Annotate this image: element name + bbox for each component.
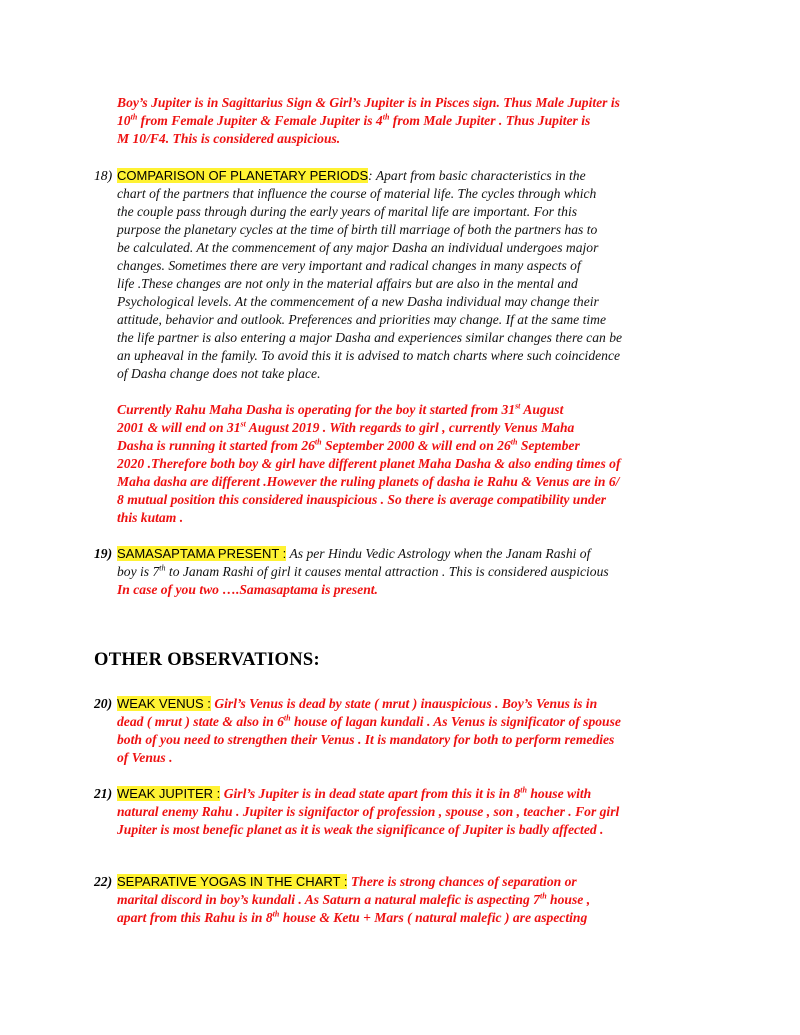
t: apart from this Rahu is in 8 — [117, 910, 273, 925]
sup: st — [515, 401, 521, 411]
t: Girl’s Jupiter is in dead state apart from this it is in 8 — [220, 786, 521, 801]
t: house , — [546, 892, 591, 907]
section-21-line-2: natural enemy Rahu . Jupiter is signifactor of profession , spouse , son , teacher . For girl — [117, 804, 620, 819]
t: : Apart from basic characteristics in the — [368, 168, 586, 183]
section-18-body-7: Psychological levels. At the commencement of a new Dasha individual may change their — [117, 294, 599, 309]
sup: th — [520, 785, 527, 795]
t: 10 — [117, 113, 131, 128]
section-19-line-2 — [117, 563, 609, 581]
section-22-line-3 — [117, 909, 587, 927]
section-18-red-5: Maha dasha are different .However the ruling planets of dasha ie Rahu & Venus are in 6/ — [117, 474, 620, 489]
sup: th — [382, 112, 390, 122]
section-19-title: SAMASAPTAMA PRESENT : — [117, 546, 287, 561]
section-18-line-1 — [117, 167, 586, 185]
t: Girl’s Venus is dead by state ( mrut ) inauspicious . Boy’s Venus is in — [210, 696, 598, 711]
t: August — [520, 402, 564, 417]
t: house with — [526, 786, 592, 801]
t: Dasha is running it started from 26 — [117, 438, 315, 453]
section-20-line-2 — [117, 713, 621, 731]
intro-line-2 — [117, 112, 590, 130]
t: house & Ketu + Mars ( natural malefic ) are aspecting — [279, 910, 588, 925]
t: from Female Jupiter & Female Jupiter is 4 — [137, 113, 383, 128]
sup: th — [539, 891, 547, 901]
sup: th — [159, 563, 166, 573]
t: dead ( mrut ) state & also in 6 — [117, 714, 284, 729]
intro-line-3: M 10/F4. This is considered auspicious. — [117, 131, 341, 146]
sup: th — [272, 909, 280, 919]
section-20-title: WEAK VENUS : — [117, 696, 211, 711]
section-18-body-5: changes. Sometimes there are very important and radical changes in many aspects of — [117, 258, 581, 273]
section-18-body-9: the life partner is also entering a major Dasha and experiences similar changes there can be — [117, 330, 623, 345]
section-22-line-1 — [117, 873, 577, 891]
t: from Male Jupiter . Thus Jupiter is — [389, 113, 591, 128]
section-22-line-2 — [117, 891, 590, 909]
section-20-number: 20) — [94, 696, 113, 711]
sup: th — [130, 112, 138, 122]
section-21-line-3: Jupiter is most benefic planet as it is weak the significance of Jupiter is badly affected . — [117, 822, 604, 837]
section-19-line-1 — [117, 545, 590, 563]
section-20-line-1 — [117, 695, 597, 713]
section-18-body-4: be calculated. At the commencement of any major Dasha an individual undergoes major — [117, 240, 599, 255]
section-18-body-10: an upheaval in the family. To avoid this it is advised to match charts where such coincidence — [117, 348, 621, 363]
section-18-red-7: this kutam . — [117, 510, 184, 525]
section-18-body-2: the couple pass through during the early years of marital life are important. For this — [117, 204, 578, 219]
sup: st — [240, 419, 246, 429]
other-observations-heading: OTHER OBSERVATIONS: — [94, 650, 320, 670]
section-18-title: COMPARISON OF PLANETARY PERIODS — [117, 168, 369, 183]
t: August 2019 . With regards to girl , currently Venus Maha — [245, 420, 575, 435]
section-20-line-3: both of you need to strengthen their Venus . It is mandatory for both to perform remedies — [117, 732, 615, 747]
t: September — [517, 438, 580, 453]
t: 2001 & will end on 31 — [117, 420, 241, 435]
section-21-title: WEAK JUPITER : — [117, 786, 221, 801]
section-18-body-6: life .These changes are not only in the material affairs but are also in the mental and — [117, 276, 578, 291]
section-18-red-1 — [117, 401, 563, 419]
sup: th — [510, 437, 518, 447]
t: September 2000 & will end on 26 — [321, 438, 511, 453]
section-18-body-8: attitude, behavior and outlook. Preferences and priorities may change. If at the same time — [117, 312, 607, 327]
t: to Janam Rashi of girl it causes mental attraction . This is considered auspicious — [165, 564, 609, 579]
section-22-number: 22) — [94, 874, 113, 889]
section-18-body-3: purpose the planetary cycles at the time of birth till marriage of both the partners has to — [117, 222, 598, 237]
t: As per Hindu Vedic Astrology when the Janam Rashi of — [286, 546, 591, 561]
t: house of lagan kundali . As Venus is significator of spouse — [290, 714, 621, 729]
section-18-red-3 — [117, 437, 580, 455]
section-22-title: SEPARATIVE YOGAS IN THE CHART : — [117, 874, 348, 889]
t: There is strong chances of separation or — [347, 874, 577, 889]
t: boy is 7 — [117, 564, 160, 579]
section-20-line-4: of Venus . — [117, 750, 173, 765]
section-18-red-4: 2020 .Therefore both boy & girl have different planet Maha Dasha & also ending times of — [117, 456, 621, 471]
section-18-body-1: chart of the partners that influence the course of material life. The cycles through which — [117, 186, 597, 201]
section-19-number: 19) — [94, 546, 113, 561]
section-18-red-2 — [117, 419, 574, 437]
t: Currently Rahu Maha Dasha is operating for the boy it started from 31 — [117, 402, 516, 417]
intro-line-1: Boy’s Jupiter is in Sagittarius Sign & Girl’s Jupiter is in Pisces sign. Thus Male Jupiter is — [117, 95, 620, 110]
section-21-line-1 — [117, 785, 591, 803]
section-21-number: 21) — [94, 786, 113, 801]
section-18-red-6: 8 mutual position this considered inauspicious . So there is average compatibility under — [117, 492, 607, 507]
section-18-body-11: of Dasha change does not take place. — [117, 366, 321, 381]
section-18-number: 18) — [94, 168, 113, 183]
sup: th — [283, 713, 291, 723]
section-19-line-3: In case of you two ….Samasaptama is present. — [117, 582, 378, 597]
t: marital discord in boy’s kundali . As Saturn a natural malefic is aspecting 7 — [117, 892, 540, 907]
sup: th — [314, 437, 322, 447]
